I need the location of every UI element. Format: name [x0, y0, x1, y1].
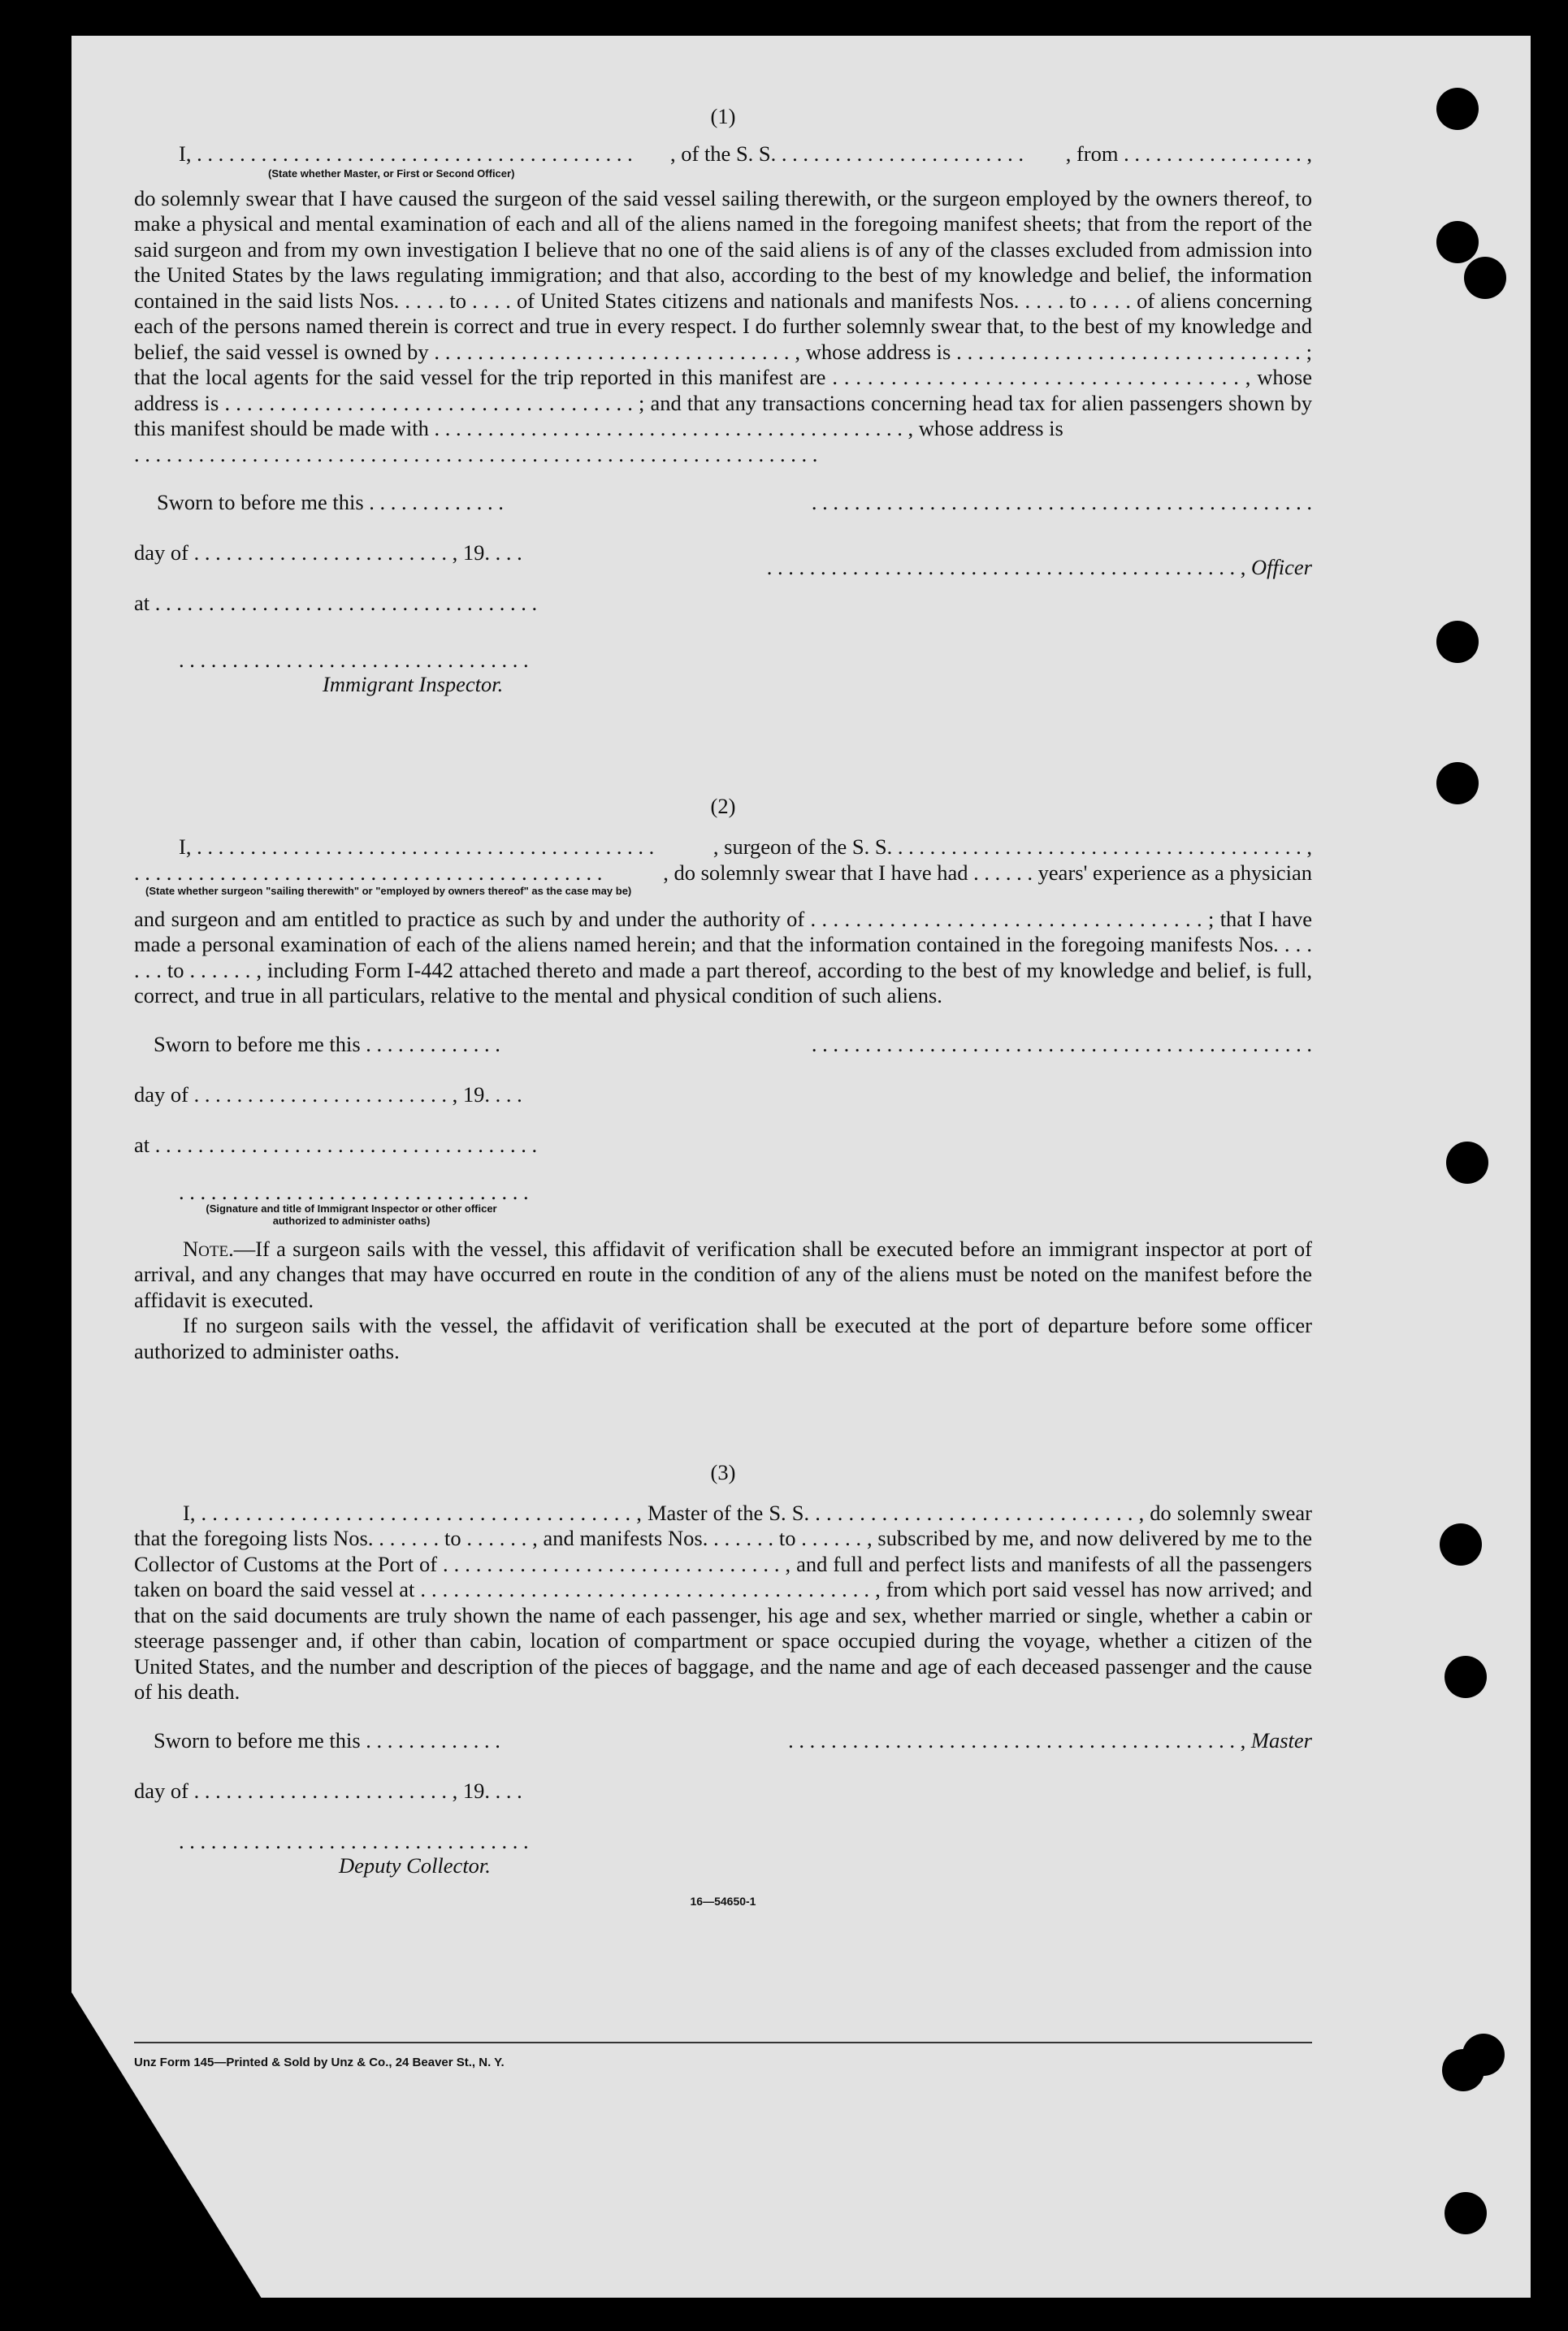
section-number: (1): [710, 104, 736, 128]
vessel-name-field[interactable]: , of the S. S. . . . . . . . . . . . . . . . . . . . . . . .: [670, 141, 1024, 166]
at-row: [134, 1133, 1312, 1180]
form-content: [134, 104, 1312, 1914]
affidavit-text: and surgeon and am entitled to practice as such by and under the authority of . . . . . . . . . . . . . . . . . . . . . . . . . . . . . . . . . . . ; that I have made a personal examination of each of the aliens named herein; and that the information contained in the foregoing manifests Nos. . . . . . . to . . . . . . , including Form I-442 attached thereto and made a part thereof, according to the best of my knowledge and belief, is full, correct, and true in all particulars, relative to the mental and physical condition of such aliens.: [134, 906, 1312, 1007]
note-text: If no surgeon sails with the vessel, the affidavit of verification shall be executed at the port of departure before some officer authorized to administer oaths.: [134, 1313, 1312, 1363]
officer-line: [134, 141, 1312, 167]
inspector-label: Immigrant Inspector.: [323, 672, 504, 696]
section-2: [134, 794, 1312, 1364]
note-text: .—If a surgeon sails with the vessel, this affidavit of verification shall be executed before an immigrant inspector at port of arrival, and any changes that may have occurred en route in the condition of any of the aliens must be noted on the manifest before the affidavit is executed.: [134, 1236, 1312, 1312]
note-paragraph: [134, 1237, 1312, 1314]
at-row: [134, 591, 1312, 648]
sworn-row: [134, 1728, 1312, 1779]
officer-name-field[interactable]: I, . . . . . . . . . . . . . . . . . . . . . . . . . . . . . . . . . . . . . . . . .: [179, 141, 633, 166]
punch-hole: [1445, 1656, 1487, 1698]
address-field[interactable]: . . . . . . . . . . . . . . . . . . . . . . . . . . . . . . . . . . . . . . . . . . . . . . . . . . . . . . . . . . . . . . . .: [134, 441, 818, 466]
punch-hole: [1436, 221, 1479, 263]
inspector-block: [134, 648, 1312, 698]
section-3: [134, 1460, 1312, 1914]
field-caption: (State whether Master, or First or Second Officer): [268, 167, 515, 180]
inspector-signature-line[interactable]: . . . . . . . . . . . . . . . . . . . . . . . . . . . . . . . . .: [179, 1179, 529, 1204]
note-label: Note: [183, 1236, 229, 1261]
sworn-date-field[interactable]: Sworn to before me this . . . . . . . . . . . . .: [154, 1031, 500, 1056]
surgeon-name-field[interactable]: I, . . . . . . . . . . . . . . . . . . . . . . . . . . . . . . . . . . . . . . . . . . .: [179, 834, 655, 859]
sworn-row: [134, 490, 1312, 540]
officer-signature-line[interactable]: . . . . . . . . . . . . . . . . . . . . . . . . . . . . . . . . . . . . . . . . . . . . ,: [766, 555, 1246, 579]
section-number: (3): [710, 1460, 736, 1484]
sworn-row: [134, 1032, 1312, 1082]
master-affidavit-text: I, . . . . . . . . . . . . . . . . . . . . . . . . . . . . . . . . . . . . . . . , Master of the S. S. . . . . . . . . . . . . . . . . . . . . . . . . . . . . . , do solemnly swear that the foregoing lists Nos. . . . . . . to . . . . . . , and manifests Nos. . . . . . . to . . . . . . , subscribed by me, and now delivered by me to the Collector of Customs at the Port of . . . . . . . . . . . . . . . . . . . . . . . . . . . . . . . , and full and perfect lists and manifests of all the passengers taken on board the said vessel at . . . . . . . . . . . . . . . . . . . . . . . . . . . . . . . . . . . . . . . . . , from which port said vessel has now arrived; and that on the said documents are truly shown the name of each passenger, his age and sex, whether married or single, whether a cabin or steerage passenger and, if other than cabin, location of compartment or space occupied during the voyage, whether a citizen of the United States, and the number and description of the pieces of baggage, and the name and age of each deceased passenger and the cause of his death.: [134, 1500, 1312, 1704]
officer-label: Officer: [1250, 555, 1312, 579]
punch-hole: [1436, 621, 1479, 663]
surgeon-line: [134, 834, 1312, 860]
signature-block: [134, 1180, 1312, 1237]
day-of-field[interactable]: day of . . . . . . . . . . . . . . . . . . . . . . . . , 19. . . .: [134, 1778, 522, 1803]
collector-block: [134, 1829, 1312, 1886]
at-place-field[interactable]: at . . . . . . . . . . . . . . . . . . . . . . . . . . . . . . . . . . . .: [134, 1132, 538, 1157]
day-of-field[interactable]: day of . . . . . . . . . . . . . . . . . . . . . . . . , 19. . . .: [134, 540, 522, 565]
printer-footer: Unz Form 145—Printed & Sold by Unz & Co., 24 Beaver St., N. Y.: [134, 2056, 505, 2069]
signature-line[interactable]: . . . . . . . . . . . . . . . . . . . . . . . . . . . . . . . . . . . . . . . . . . . . . . .: [811, 1031, 1312, 1056]
punch-hole: [1436, 762, 1479, 804]
collector-label: Deputy Collector.: [339, 1852, 491, 1878]
form-code: 16—54650-1: [690, 1894, 756, 1908]
section-number: (2): [710, 794, 736, 818]
day-row: [134, 1779, 1312, 1829]
vessel-name-field[interactable]: , surgeon of the S. S. . . . . . . . . . . . . . . . . . . . . . . . . . . . . . . . . . . . . . . ,: [713, 834, 1312, 859]
note-paragraph-2: [134, 1313, 1312, 1364]
collector-signature-line[interactable]: . . . . . . . . . . . . . . . . . . . . . . . . . . . . . . . . .: [179, 1828, 529, 1853]
experience-line: [134, 860, 1312, 885]
day-row: [134, 540, 1312, 591]
surgeon-status-field[interactable]: . . . . . . . . . . . . . . . . . . . . . . . . . . . . . . . . . . . . . . . . . . . .: [134, 860, 603, 885]
at-place-field[interactable]: at . . . . . . . . . . . . . . . . . . . . . . . . . . . . . . . . . . . .: [134, 591, 538, 615]
master-signature-line[interactable]: . . . . . . . . . . . . . . . . . . . . . . . . . . . . . . . . . . . . . . . . . . ,: [788, 1727, 1246, 1753]
punch-hole: [1440, 1523, 1482, 1566]
experience-years-field[interactable]: , do solemnly swear that I have had . . . . . . years' experience as a physician: [663, 860, 1312, 885]
affidavit-text: [134, 1501, 1312, 1705]
affidavit-text: do solemnly swear that I have caused the surgeon of the said vessel sailing therewith, or the surgeon employed by the owners thereof, to make a physical and mental examination of each and all of the aliens named in the foregoing manifest sheets; that from the report of the said surgeon and from my own investigation I believe that no one of the said aliens is of any of the classes excluded from admission into the United States by the laws regulating immigration; and that also, according to the best of my knowledge and belief, the information contained in the said lists Nos. . . . . to . . . . of United States citizens and nationals and manifests Nos. . . . . to . . . . of aliens concerning each of the persons named therein is correct and true in every respect. I do further solemnly swear that, to the best of my knowledge and belief, the said vessel is owned by . . . . . . . . . . . . . . . . . . . . . . . . . . . . . . . . . , whose address is . . . . . . . . . . . . . . . . . . . . . . . . . . . . . . . . ; that the local agents for the said vessel for the trip reported in this manifest are . . . . . . . . . . . . . . . . . . . . . . . . . . . . . . . . . . . , whose address is . . . . . . . . . . . . . . . . . . . . . . . . . . . . . . . . . . . . . ; and that any transactions concerning head tax for alien passengers shown by this manifest should be made with . . . . . . . . . . . . . . . . . . . . . . . . . . . . . . . . . . . . . . . . . . . . , whose address is: [134, 185, 1312, 440]
sworn-date-field[interactable]: Sworn to before me this . . . . . . . . . . . . .: [154, 1727, 500, 1753]
punch-hole: [1464, 257, 1506, 299]
from-port-field[interactable]: , from . . . . . . . . . . . . . . . . . ,: [1065, 141, 1312, 166]
sworn-date-field[interactable]: Sworn to before me this . . . . . . . . . . . . .: [157, 490, 504, 514]
footer-divider: [134, 2042, 1312, 2043]
punch-hole: [1436, 88, 1479, 130]
day-of-field[interactable]: day of . . . . . . . . . . . . . . . . . . . . . . . . , 19. . . .: [134, 1081, 522, 1107]
punch-hole: [1445, 2192, 1487, 2234]
punch-hole: [1462, 2034, 1505, 2076]
signature-line[interactable]: . . . . . . . . . . . . . . . . . . . . . . . . . . . . . . . . . . . . . . . . . . . . . . .: [811, 490, 1312, 514]
inspector-signature-line[interactable]: . . . . . . . . . . . . . . . . . . . . . . . . . . . . . . . . .: [179, 648, 529, 672]
master-label: Master: [1250, 1727, 1312, 1753]
section-1: [134, 104, 1312, 698]
day-row: [134, 1082, 1312, 1133]
punch-hole: [1446, 1142, 1488, 1184]
signature-caption: (Signature and title of Immigrant Inspector or other officer authorized to administer oaths): [206, 1202, 497, 1227]
field-caption: (State whether surgeon "sailing therewith" or "employed by owners thereof" as the case may be): [145, 884, 632, 897]
